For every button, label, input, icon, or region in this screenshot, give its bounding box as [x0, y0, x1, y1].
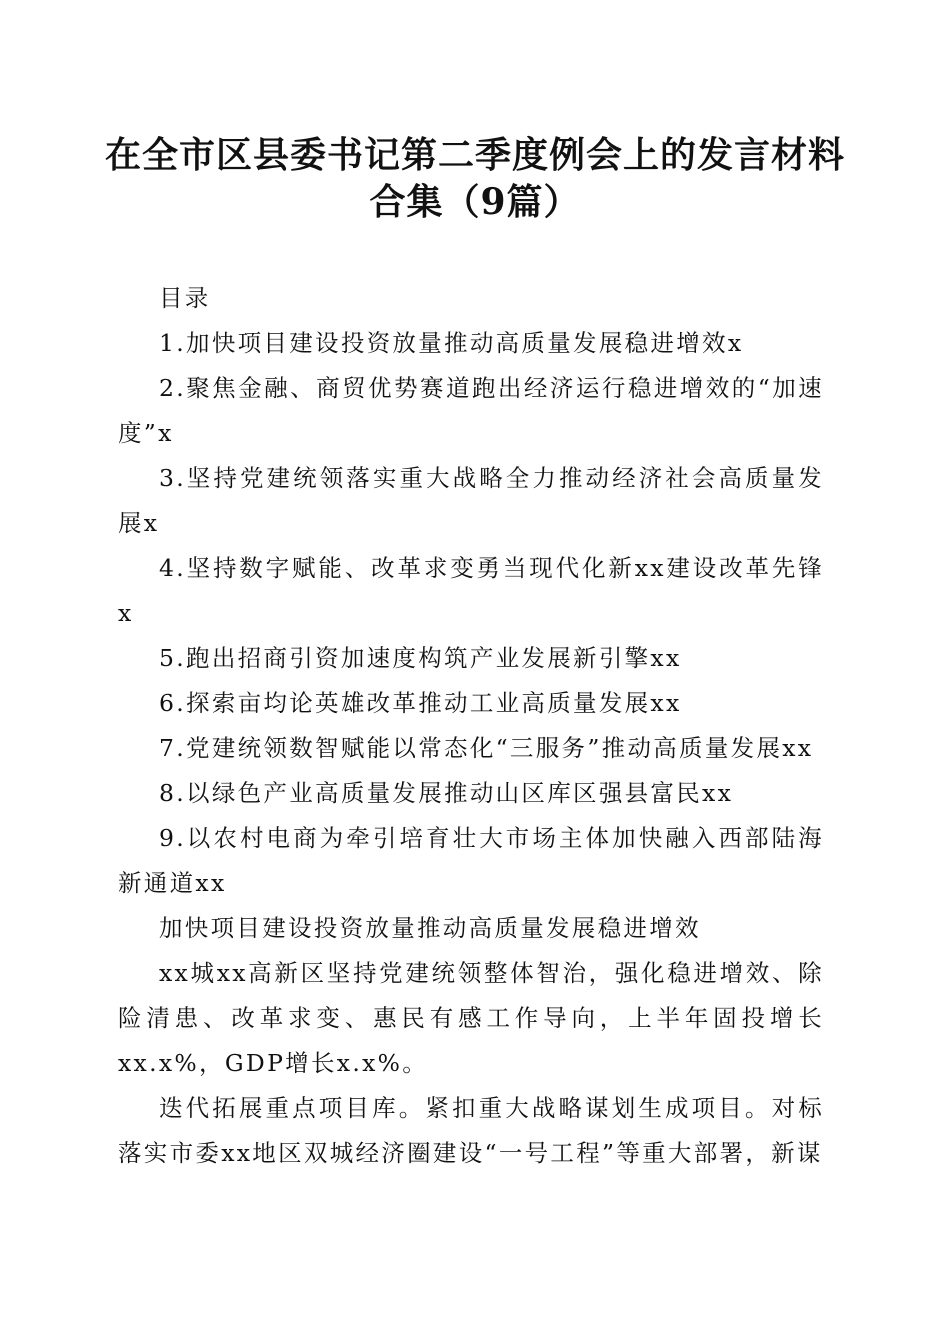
title-line-1: 在全市区县委书记第二季度例会上的发言材料 [104, 134, 845, 176]
document-body [118, 276, 824, 1176]
toc-heading: 目录 [159, 284, 211, 312]
section-title: 加快项目建设投资放量推动高质量发展稳进增效 [159, 914, 701, 942]
toc-item-8: 8.以绿色产业高质量发展推动山区库区强县富民xx [159, 779, 734, 807]
toc-item-7: 7.党建统领数智赋能以常态化“三服务”推动高质量发展xx [159, 734, 814, 762]
toc-item-9: 9.以农村电商为牵引培育壮大市场主体加快融入西部陆海新通道xx [118, 824, 824, 897]
paragraph-2: 迭代拓展重点项目库。紧扣重大战略谋划生成项目。对标落实市委xx地区双城经济圈建设“一号工程”等重大部署，新谋 [118, 1094, 824, 1167]
toc-item-5: 5.跑出招商引资加速度构筑产业发展新引擎xx [159, 644, 682, 672]
toc-item-1: 1.加快项目建设投资放量推动高质量发展稳进增效x [159, 329, 744, 357]
document-title [100, 132, 850, 226]
paragraph-1: xx城xx高新区坚持党建统领整体智治，强化稳进增效、除险清患、改革求变、惠民有感工作导向，上半年固投增长xx.x%，GDP增长x.x%。 [118, 959, 824, 1077]
title-line-2: 合集（9篇） [369, 181, 581, 223]
toc-item-3: 3.坚持党建统领落实重大战略全力推动经济社会高质量发展x [118, 464, 824, 537]
toc-item-4: 4.坚持数字赋能、改革求变勇当现代化新xx建设改革先锋x [118, 554, 824, 627]
toc-item-2: 2.聚焦金融、商贸优势赛道跑出经济运行稳进增效的“加速度”x [118, 374, 824, 447]
toc-item-6: 6.探索亩均论英雄改革推动工业高质量发展xx [159, 689, 682, 717]
